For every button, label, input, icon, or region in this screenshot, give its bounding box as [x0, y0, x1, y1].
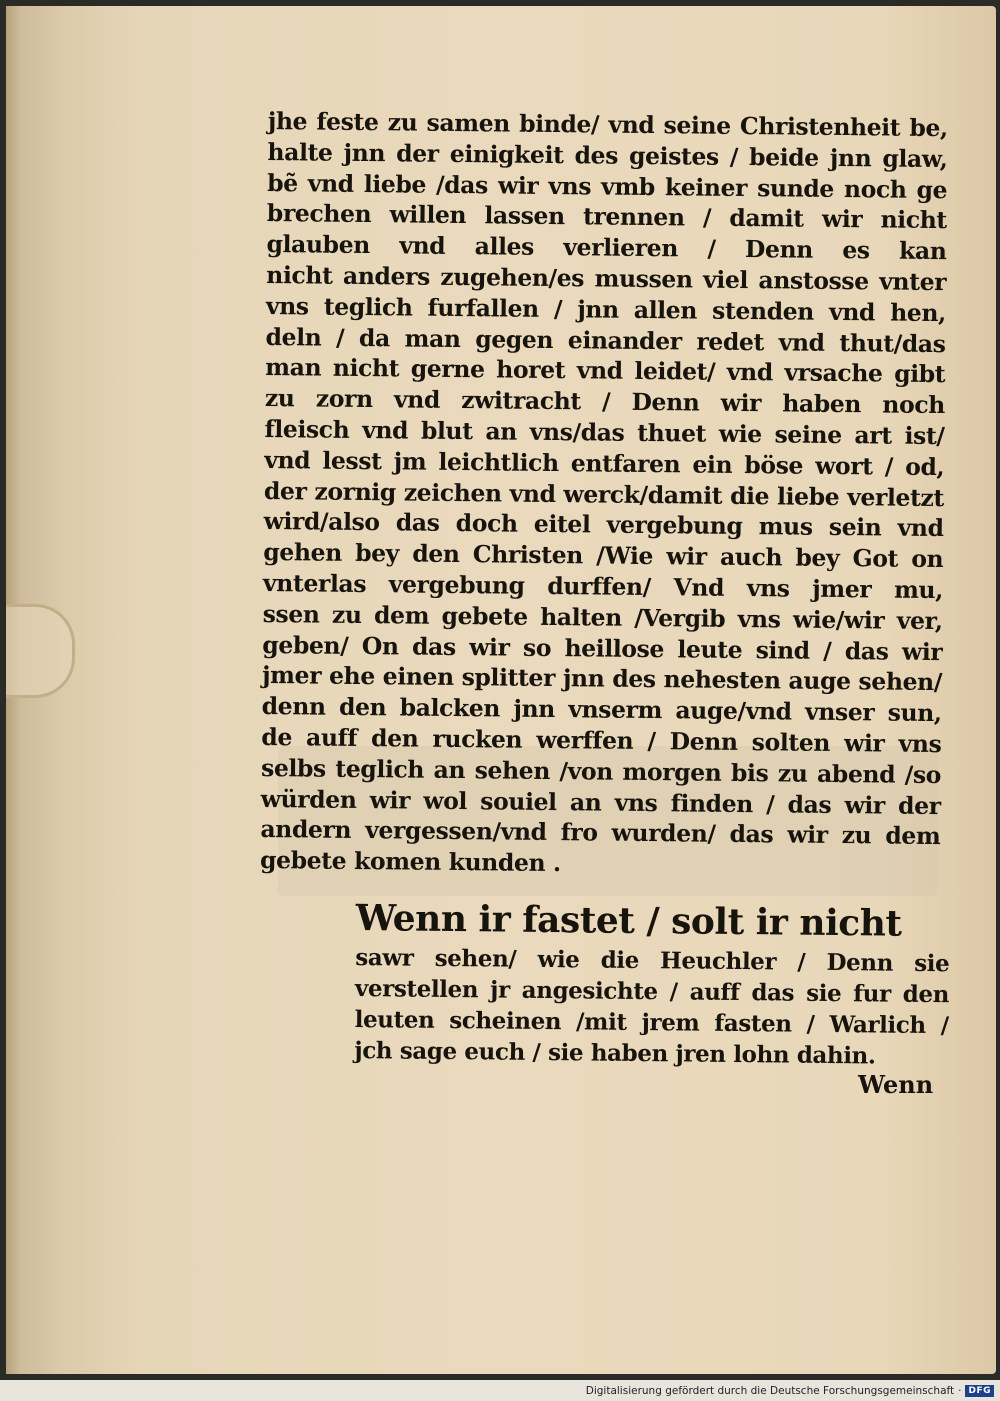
text-line: vns teglich furfallen / jnn allen stenden vnd hen, — [265, 291, 947, 327]
quote-line: verstellen jr angesichte / auff das sie fur den — [354, 974, 950, 1009]
text-line: zu zorn vnd zwitracht / Denn wir haben noch — [264, 384, 946, 420]
text-line: selbs teglich an sehen /von morgen bis zu abend /so — [260, 753, 942, 789]
book-page — [6, 6, 996, 1374]
text-line: andern vergessen/vnd fro wurden/ das wir zu dem — [260, 815, 941, 851]
text-line: bẽ vnd liebe /das wir vns vmb keiner sunde noch ge — [267, 168, 948, 204]
text-line: brechen willen lassen trennen / damit wir nicht — [266, 199, 947, 235]
scripture-quote-block — [354, 894, 950, 1072]
body-text-block — [260, 106, 948, 883]
text-line: de auff den rucken werffen / Denn solten wir vns — [261, 722, 942, 759]
text-line: der zornig zeichen vnd werck/damit die liebe verletzt — [263, 476, 945, 512]
text-line: denn den balcken jnn vnserm auge/vnd vnser sun, — [261, 692, 942, 728]
quote-line: leuten scheinen /mit jrem fasten / Warlich / — [354, 1005, 949, 1040]
text-line: jmer ehe einen splitter jnn des nehesten auge sehen/ — [261, 661, 943, 697]
text-line: vnd lesst jm leichtlich entfaren ein böse wort / od, — [264, 445, 945, 481]
dfg-logo: DFG — [965, 1385, 994, 1397]
text-line: glauben vnd alles verlieren / Denn es kan — [266, 230, 947, 266]
text-line: nicht anders zugehen/es mussen viel anstosse vnter — [266, 260, 947, 297]
text-line: halte jnn der einigkeit des geistes / beide jnn glaw, — [267, 137, 948, 173]
section-heading: Wenn ir fastet / solt ir nicht — [355, 896, 902, 945]
digitization-footer — [586, 1383, 994, 1399]
text-line: deln / da man gegen einander redet vnd thut/das — [265, 322, 946, 358]
quote-line: sawr sehen/ wie die Heuchler / Denn sie — [355, 943, 950, 978]
text-line: würden wir wol souiel an vns finden / das wir der — [260, 784, 941, 820]
catchword: Wenn — [858, 1070, 934, 1099]
text-line: ssen zu dem gebete halten /Vergib vns wie/wir ver, — [262, 599, 943, 635]
footer-credit: Digitalisierung gefördert durch die Deutsche Forschungsgemeinschaft — [585, 1385, 955, 1397]
footer-separator-dot: · — [958, 1385, 962, 1397]
text-line: fleisch vnd blut an vns/das thuet wie seine art ist/ — [264, 414, 945, 451]
text-line: gebete komen kunden . — [259, 846, 561, 878]
text-line: man nicht gerne horet vnd leidet/ vnd vrsache gibt — [265, 353, 946, 389]
text-line: geben/ On das wir so heillose leute sind / das wir — [262, 630, 943, 666]
text-line: vnterlas vergebung durffen/ Vnd vns jmer mu, — [262, 568, 944, 605]
text-line: gehen bey den Christen /Wie wir auch bey Got on — [263, 538, 944, 574]
page-tab-marker — [6, 604, 75, 698]
quote-line: jch sage euch / sie haben jren lohn dahin. — [354, 1036, 876, 1070]
text-line: jhe feste zu samen binde/ vnd seine Christenheit be, — [267, 106, 948, 143]
text-line: wird/also das doch eitel vergebung mus sein vnd — [263, 507, 944, 543]
